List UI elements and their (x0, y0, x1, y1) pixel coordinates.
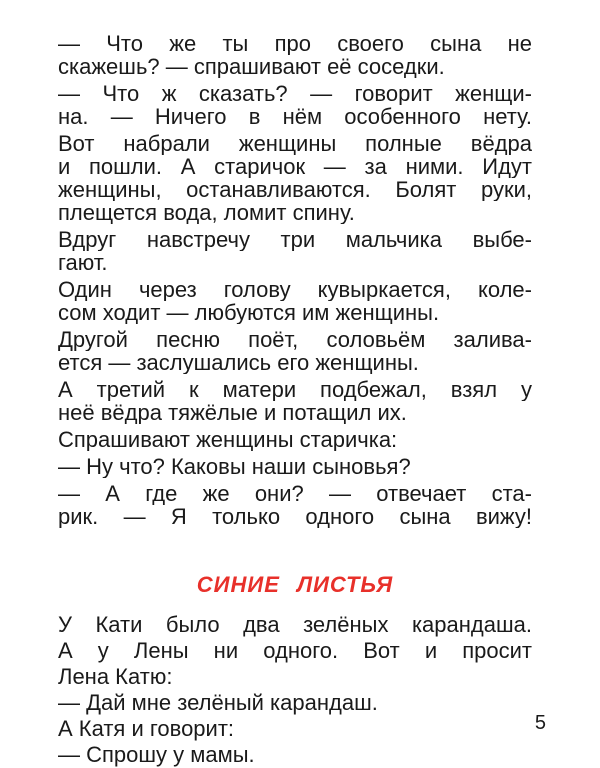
text-line: плещется вода, ломит спину. (58, 201, 355, 224)
text-line: скажешь? — спрашивают её соседки. (58, 55, 445, 78)
text-line: Один через голову кувыркается, коле- (58, 278, 532, 301)
text-line: У Кати было два зелёных карандаша. (58, 612, 532, 637)
text-line: и пошли. А старичок — за ними. Идут (58, 155, 532, 178)
text-line: — Дай мне зелёный карандаш. (58, 690, 378, 715)
text-line: на. — Ничего в нём особенного нету. (58, 105, 532, 128)
text-line: сом ходит — любуются им женщины. (58, 301, 440, 324)
text-line: рик. — Я только одного сына вижу! (58, 505, 532, 528)
story-siniye-listya (58, 612, 532, 768)
text-line: — Что же ты про своего сына не (58, 32, 532, 55)
text-line: А у Лены ни одного. Вот и просит (58, 638, 532, 663)
text-line: — Что ж сказать? — говорит женщи- (58, 82, 532, 105)
text-line: Другой песню поёт, соловьём залива- (58, 328, 532, 351)
text-line: женщины, останавливаются. Болят руки, (58, 178, 532, 201)
text-line: А третий к матери подбежал, взял у (58, 378, 532, 401)
text-line: — А где же они? — отвечает ста- (58, 482, 532, 505)
text-line: Вот набрали женщины полные вёдра (58, 132, 532, 155)
text-line: ется — заслушались его женщины. (58, 351, 419, 374)
story-continued (58, 32, 532, 528)
page-number: 5 (534, 712, 546, 734)
text-line: неё вёдра тяжёлые и потащил их. (58, 401, 407, 424)
book-page (58, 32, 532, 768)
text-line: — Ну что? Каковы наши сыновья? (58, 455, 411, 478)
story-title: СИНИЕ ЛИСТЬЯ (196, 572, 394, 597)
text-line: Вдруг навстречу три мальчика выбе- (58, 228, 532, 251)
text-line: Спрашивают женщины старичка: (58, 428, 398, 451)
text-line: гают. (58, 251, 108, 274)
text-line: Лена Катю: (58, 664, 173, 689)
text-line: А Катя и говорит: (58, 716, 235, 741)
text-line: — Спрошу у мамы. (58, 742, 255, 767)
